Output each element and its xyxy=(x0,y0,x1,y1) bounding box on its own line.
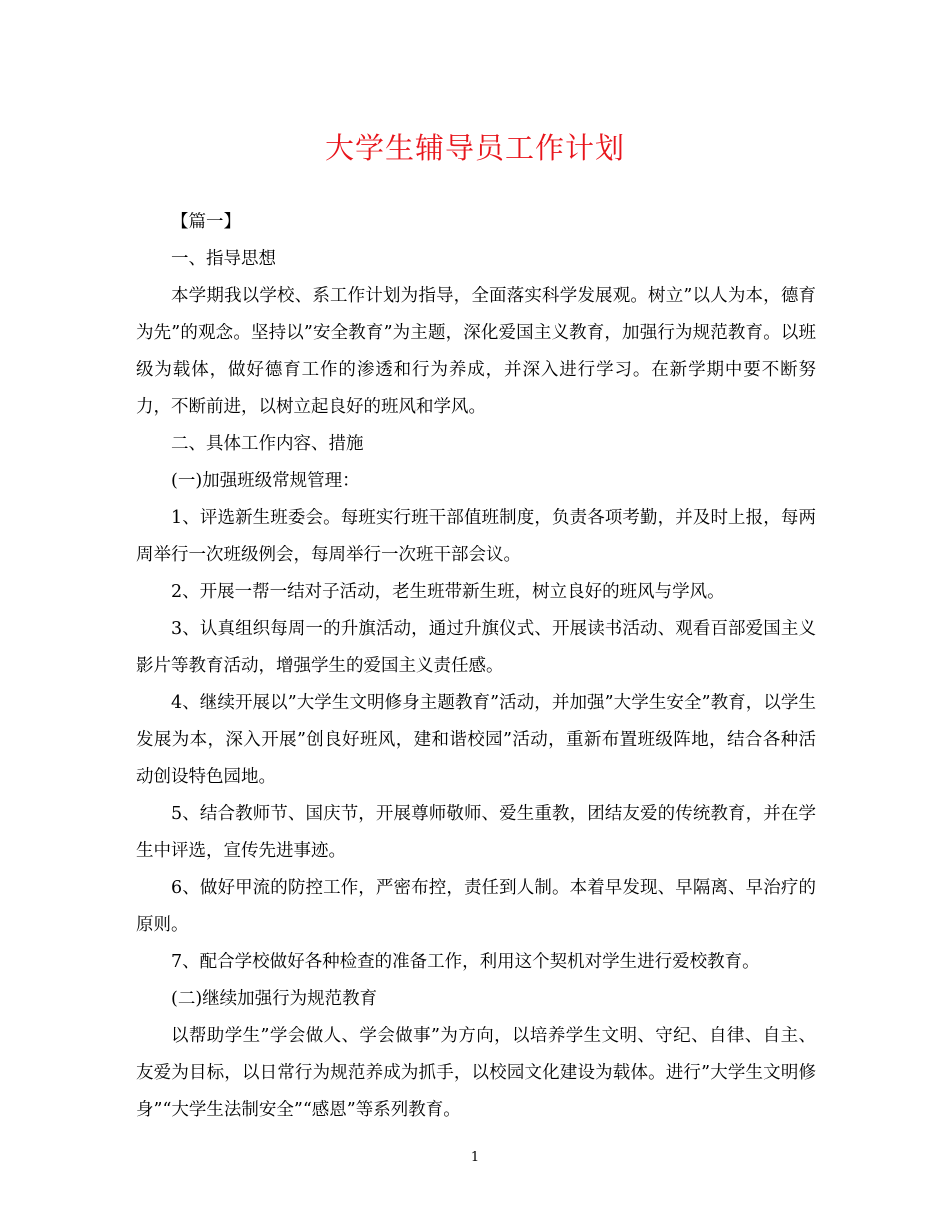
list-item-3: 3、认真组织每周一的升旗活动，通过升旗仪式、开展读书活动、观看百部爱国主义影片等教育活动，增强学生的爱国主义责任感。 xyxy=(136,619,816,676)
document-body xyxy=(136,204,816,1129)
subheading-behavior-education: (二)继续加强行为规范教育 xyxy=(171,989,378,1009)
heading-work-content: 二、具体工作内容、措施 xyxy=(171,434,364,454)
list-item-4: 4、继续开展以”大学生文明修身主题教育”活动，并加强”大学生安全”教育，以学生发展为本，深入开展”创良好班风，建和谐校园”活动，重新布置班级阵地，结合各种活动创设特色园地。 xyxy=(136,693,816,787)
list-item-5: 5、结合教师节、国庆节，开展尊师敬师、爱生重教，团结友爱的传统教育，并在学生中评选，宣传先进事迹。 xyxy=(136,804,816,861)
list-item-6: 6、做好甲流的防控工作，严密布控，责任到人制。本着早发现、早隔离、早治疗的原则。 xyxy=(136,878,816,935)
list-item-7: 7、配合学校做好各种检查的准备工作，利用这个契机对学生进行爱校教育。 xyxy=(171,952,760,972)
heading-guiding-ideology: 一、指导思想 xyxy=(171,249,276,269)
paragraph-guiding-ideology: 本学期我以学校、系工作计划为指导，全面落实科学发展观。树立”以人为本，德育为先”的观念。坚持以”安全教育”为主题，深化爱国主义教育，加强行为规范教育。以班级为载体，做好德育工作的渗透和行为养成，并深入进行学习。在新学期中要不断努力，不断前进，以树立起良好的班风和学风。 xyxy=(136,286,816,417)
list-item-2: 2、开展一帮一结对子活动，老生班带新生班，树立良好的班风与学风。 xyxy=(171,582,725,602)
list-item-1: 1、评选新生班委会。每班实行班干部值班制度，负责各项考勤，并及时上报，每两周举行一次班级例会，每周举行一次班干部会议。 xyxy=(136,508,816,565)
paragraph-behavior-education: 以帮助学生”学会做人、学会做事”为方向，以培养学生文明、守纪、自律、自主、友爱为目标，以日常行为规范养成为抓手，以校园文化建设为载体。进行”大学生文明修身”“大学生法制安全”“感恩”等系列教育。 xyxy=(136,1026,816,1120)
subheading-class-management: (一)加强班级常规管理： xyxy=(171,471,360,491)
section-heading-pian-yi: 【篇一】 xyxy=(171,212,241,232)
page-number: 1 xyxy=(470,1150,480,1165)
document-title: 大学生辅导员工作计划 xyxy=(324,131,625,165)
